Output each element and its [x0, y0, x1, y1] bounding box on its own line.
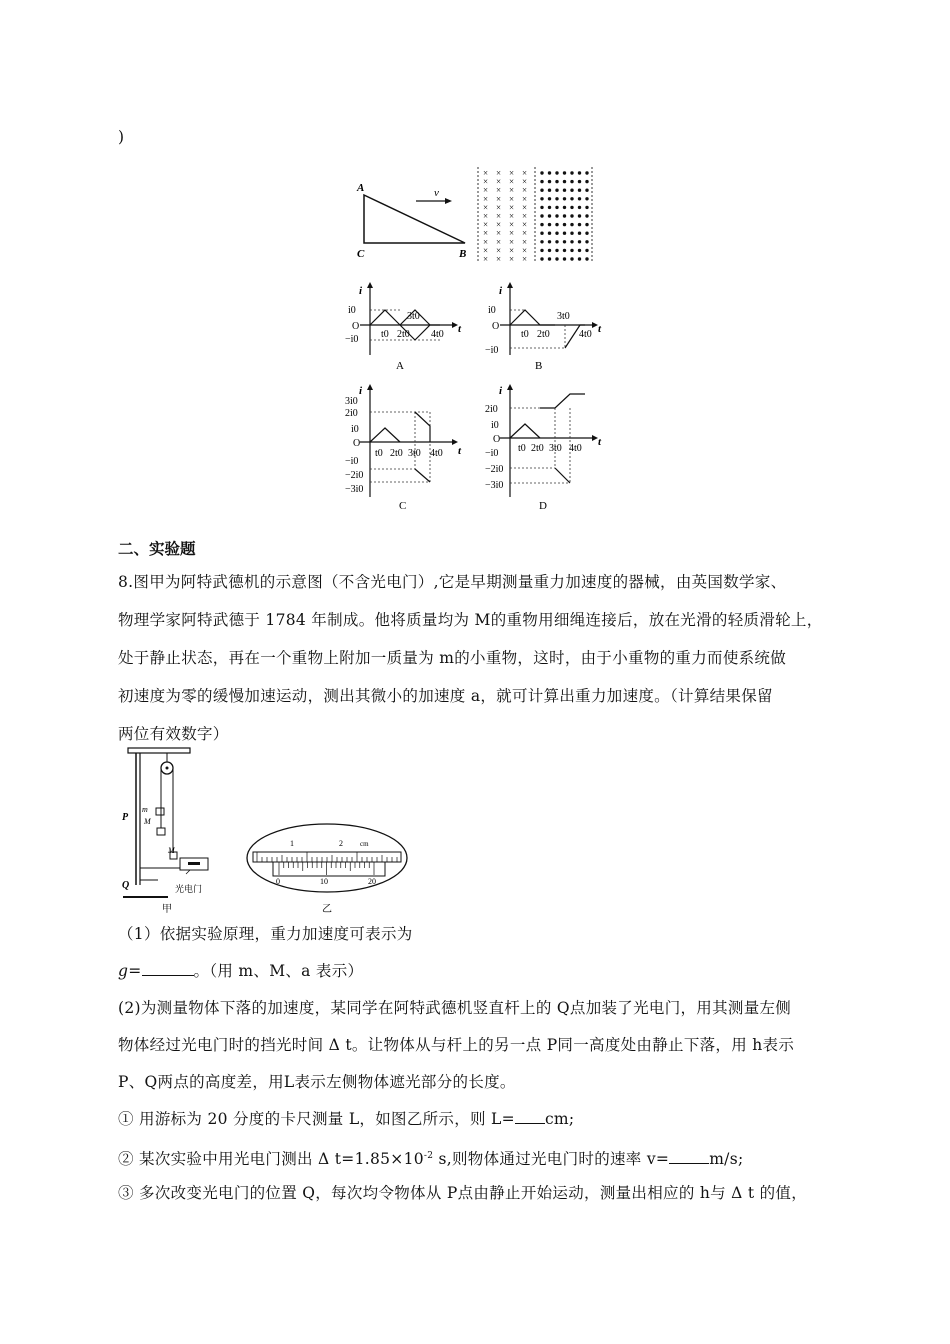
- dot-mark: [555, 240, 558, 243]
- graph-option-d: [485, 382, 615, 514]
- field-out-of-page-dots: [540, 171, 588, 260]
- svg-text:i: i: [359, 285, 363, 297]
- dot-mark: [585, 171, 588, 174]
- svg-text:M: M: [144, 817, 151, 826]
- cross-mark: ×: [483, 211, 489, 221]
- dot-mark: [548, 189, 551, 192]
- svg-text:−3i0: −3i0: [345, 484, 364, 495]
- vernier-scale-label: 20: [368, 877, 376, 886]
- cross-mark: ×: [496, 202, 502, 213]
- dot-mark: [570, 189, 573, 192]
- q8-line-5: 两位有效数字）: [118, 725, 229, 743]
- cross-mark: ×: [509, 228, 515, 239]
- cross-mark: ×: [483, 236, 489, 247]
- cross-mark: ×: [522, 254, 528, 264]
- svg-text:m: m: [142, 805, 148, 814]
- cross-mark: ×: [496, 254, 502, 264]
- dot-mark: [578, 223, 581, 226]
- dot-mark: [555, 180, 558, 183]
- svg-text:t0: t0: [375, 448, 383, 459]
- svg-text:−i0: −i0: [345, 456, 359, 467]
- cross-mark: ×: [483, 202, 489, 213]
- dot-mark: [555, 257, 558, 260]
- graph-option-b: [485, 280, 615, 375]
- svg-text:−2i0: −2i0: [345, 470, 364, 481]
- cross-mark: ×: [522, 202, 528, 213]
- dot-mark: [548, 180, 551, 183]
- dot-mark: [540, 240, 543, 243]
- triangle-field-figure: [350, 165, 600, 265]
- svg-text:2t0: 2t0: [397, 329, 410, 340]
- dot-mark: [585, 189, 588, 192]
- dot-mark: [540, 257, 543, 260]
- sub1-line-1: （1）依据实验原理，重力加速度可表示为: [118, 925, 413, 943]
- svg-text:O: O: [352, 321, 360, 332]
- sub1-line-2: g= 。（用 m、M、a 表示）: [118, 962, 364, 980]
- cross-mark: ×: [483, 193, 489, 204]
- dot-mark: [563, 171, 566, 174]
- option-letter: D: [539, 500, 547, 512]
- cross-mark: ×: [509, 211, 515, 221]
- svg-text:t0: t0: [381, 329, 389, 340]
- dot-mark: [563, 189, 566, 192]
- svg-text:i: i: [499, 385, 503, 397]
- dot-mark: [570, 206, 573, 209]
- dot-mark: [548, 232, 551, 235]
- dot-mark: [548, 257, 551, 260]
- main-scale-label: 2: [339, 839, 343, 848]
- svg-text:t0: t0: [521, 329, 529, 340]
- svg-text:Q: Q: [122, 880, 130, 891]
- item-1: ① 用游标为 20 分度的卡尺测量 L，如图乙所示，则 L= cm;: [118, 1110, 575, 1128]
- cross-mark: ×: [509, 193, 515, 204]
- dot-mark: [540, 214, 543, 217]
- answer-blank-g[interactable]: [142, 961, 194, 976]
- dot-mark: [555, 214, 558, 217]
- cross-mark: ×: [483, 176, 489, 187]
- cross-mark: ×: [496, 193, 502, 204]
- dot-mark: [570, 232, 573, 235]
- svg-text:4t0: 4t0: [569, 443, 582, 454]
- cross-mark: ×: [496, 236, 502, 247]
- cross-mark: ×: [522, 193, 528, 204]
- field-into-page-crosses: [483, 168, 527, 264]
- svg-text:i0: i0: [351, 424, 359, 435]
- cross-mark: ×: [483, 228, 489, 239]
- answer-blank-L[interactable]: [515, 1109, 545, 1124]
- main-scale-ticks: [257, 852, 397, 862]
- graph-option-a: [345, 280, 475, 375]
- svg-text:O: O: [492, 321, 500, 332]
- svg-text:t: t: [598, 323, 602, 335]
- dot-mark: [563, 180, 566, 183]
- item-2: ② 某次实验中用光电门测出 Δ $t=1.85\times 10^{-2}$ s,则物体通过光电门时的速率 v= m/s;: [118, 1150, 744, 1169]
- item-3: ③ 多次改变光电门的位置 Q，每次均令物体从 P点由静止开始运动，测量出相应的 h与 Δ t 的值，: [118, 1184, 808, 1202]
- vernier-scale-label: 10: [320, 877, 328, 886]
- svg-text:3t0: 3t0: [549, 443, 562, 454]
- dot-mark: [563, 223, 566, 226]
- svg-text:光电门: 光电门: [175, 884, 203, 894]
- cross-mark: ×: [496, 245, 502, 256]
- dot-mark: [570, 180, 573, 183]
- svg-text:2t0: 2t0: [390, 448, 403, 459]
- dot-mark: [548, 223, 551, 226]
- dot-mark: [563, 257, 566, 260]
- dot-mark: [540, 180, 543, 183]
- svg-text:i: i: [499, 285, 503, 297]
- cross-mark: ×: [483, 245, 489, 256]
- cross-mark: ×: [522, 168, 528, 178]
- dot-mark: [578, 171, 581, 174]
- dot-mark: [563, 249, 566, 252]
- cross-mark: ×: [522, 245, 528, 256]
- label-v: v: [434, 187, 439, 199]
- svg-text:−2i0: −2i0: [485, 464, 504, 475]
- sub2-line-2: 物体经过光电门时的挡光时间 Δ t。让物体从与杆上的另一点 P同一高度处由静止下落，用 h表示: [118, 1036, 795, 1054]
- cross-mark: ×: [509, 176, 515, 187]
- dot-mark: [585, 249, 588, 252]
- atwood-machine-figure: [118, 740, 228, 920]
- dot-mark: [548, 197, 551, 200]
- dot-mark: [585, 240, 588, 243]
- svg-text:i: i: [359, 385, 363, 397]
- svg-text:i0: i0: [491, 420, 499, 431]
- dot-mark: [555, 223, 558, 226]
- dot-mark: [570, 223, 573, 226]
- dot-mark: [570, 171, 573, 174]
- dot-mark: [578, 232, 581, 235]
- dot-mark: [585, 214, 588, 217]
- dot-mark: [540, 206, 543, 209]
- svg-text:2i0: 2i0: [345, 408, 358, 419]
- cross-mark: ×: [509, 185, 515, 196]
- vernier-caliper-figure: [243, 822, 411, 916]
- option-letter: C: [399, 500, 407, 512]
- dot-mark: [563, 214, 566, 217]
- cross-mark: ×: [509, 219, 515, 230]
- dot-mark: [570, 214, 573, 217]
- vernier-scale-ticks: [279, 862, 374, 875]
- q8-line-2: 物理学家阿特武德于 1784 年制成。他将质量均为 M的重物用细绳连接后，放在光滑的轻质滑轮上，: [118, 611, 823, 629]
- figure-caption: 乙: [322, 904, 332, 915]
- cross-mark: ×: [483, 219, 489, 230]
- dot-mark: [540, 197, 543, 200]
- dot-mark: [555, 206, 558, 209]
- cross-mark: ×: [509, 168, 515, 178]
- svg-text:2t0: 2t0: [537, 329, 550, 340]
- q8-line-3: 处于静止状态，再在一个重物上附加一质量为 m的小重物，这时，由于小重物的重力而使系统做: [118, 649, 787, 667]
- cross-mark: ×: [509, 236, 515, 247]
- svg-text:甲: 甲: [162, 904, 172, 915]
- cross-mark: ×: [522, 228, 528, 239]
- cross-mark: ×: [496, 211, 502, 221]
- cross-mark: ×: [522, 176, 528, 187]
- dot-mark: [540, 189, 543, 192]
- dot-mark: [563, 206, 566, 209]
- cross-mark: ×: [483, 185, 489, 196]
- svg-text:t: t: [458, 445, 462, 457]
- svg-text:P: P: [122, 812, 129, 823]
- svg-text:−i0: −i0: [485, 345, 499, 356]
- dot-mark: [540, 171, 543, 174]
- cross-mark: ×: [509, 245, 515, 256]
- dot-mark: [578, 180, 581, 183]
- graph-option-c: [345, 382, 475, 514]
- svg-text:4t0: 4t0: [431, 329, 444, 340]
- svg-text:t: t: [598, 436, 602, 448]
- section-title: 二、实验题: [118, 540, 196, 558]
- svg-text:t: t: [458, 323, 462, 335]
- stray-paren: ): [118, 128, 125, 146]
- option-letter: A: [396, 360, 404, 372]
- cross-mark: ×: [509, 202, 515, 213]
- cross-mark: ×: [483, 254, 489, 264]
- dot-mark: [578, 197, 581, 200]
- dot-mark: [585, 257, 588, 260]
- dot-mark: [585, 180, 588, 183]
- dot-mark: [563, 197, 566, 200]
- dot-mark: [578, 240, 581, 243]
- dot-mark: [585, 232, 588, 235]
- svg-text:3t0: 3t0: [408, 448, 421, 459]
- dot-mark: [585, 223, 588, 226]
- dot-mark: [585, 197, 588, 200]
- svg-text:i0: i0: [348, 305, 356, 316]
- dot-mark: [578, 214, 581, 217]
- svg-text:−i0: −i0: [485, 448, 499, 459]
- dot-mark: [570, 249, 573, 252]
- cross-mark: ×: [522, 185, 528, 196]
- svg-text:4t0: 4t0: [579, 329, 592, 340]
- sub2-line-3: P、Q两点的高度差，用L表示左侧物体遮光部分的长度。: [118, 1073, 516, 1091]
- cross-mark: ×: [483, 168, 489, 178]
- svg-text:2i0: 2i0: [485, 404, 498, 415]
- dot-mark: [570, 240, 573, 243]
- svg-text:−3i0: −3i0: [485, 480, 504, 491]
- dot-mark: [578, 189, 581, 192]
- main-scale-unit: cm: [360, 840, 369, 848]
- svg-text:2t0: 2t0: [531, 443, 544, 454]
- svg-text:3i0: 3i0: [345, 396, 358, 407]
- answer-blank-v[interactable]: [669, 1149, 709, 1164]
- label-A: A: [357, 182, 365, 194]
- cross-mark: ×: [496, 185, 502, 196]
- cross-mark: ×: [522, 236, 528, 247]
- dot-mark: [563, 240, 566, 243]
- dot-mark: [555, 249, 558, 252]
- dot-mark: [570, 257, 573, 260]
- dot-mark: [555, 197, 558, 200]
- svg-text:4t0: 4t0: [430, 448, 443, 459]
- sub2-line-1: (2)为测量物体下落的加速度，某同学在阿特武德机竖直杆上的 Q点加装了光电门，用其测量左侧: [118, 999, 792, 1017]
- dot-mark: [555, 232, 558, 235]
- main-scale-label: 1: [290, 839, 294, 848]
- cross-mark: ×: [522, 219, 528, 230]
- dot-mark: [563, 232, 566, 235]
- svg-text:i0: i0: [488, 305, 496, 316]
- svg-text:−i0: −i0: [345, 334, 359, 345]
- svg-text:O: O: [353, 438, 361, 449]
- cross-mark: ×: [496, 228, 502, 239]
- cross-mark: ×: [496, 168, 502, 178]
- vernier-scale-label: 0: [276, 877, 280, 886]
- option-letter: B: [535, 360, 543, 372]
- svg-text:O: O: [493, 434, 501, 445]
- dot-mark: [570, 197, 573, 200]
- svg-text:3t0: 3t0: [407, 311, 420, 322]
- dot-mark: [548, 214, 551, 217]
- q8-line-1: 8.图甲为阿特武德机的示意图（不含光电门）,它是早期测量重力加速度的器械，由英国数学家、: [118, 573, 787, 591]
- cross-mark: ×: [522, 211, 528, 221]
- dot-mark: [540, 223, 543, 226]
- dot-mark: [585, 206, 588, 209]
- svg-text:M: M: [168, 846, 175, 855]
- dot-mark: [555, 189, 558, 192]
- cross-mark: ×: [496, 219, 502, 230]
- dot-mark: [548, 171, 551, 174]
- dot-mark: [548, 206, 551, 209]
- svg-text:t0: t0: [518, 443, 526, 454]
- dot-mark: [578, 206, 581, 209]
- dot-mark: [540, 232, 543, 235]
- dot-mark: [578, 257, 581, 260]
- dot-mark: [540, 249, 543, 252]
- svg-text:3t0: 3t0: [557, 311, 570, 322]
- q8-line-4: 初速度为零的缓慢加速运动，测出其微小的加速度 a，就可计算出重力加速度。（计算结果保留: [118, 687, 773, 705]
- dot-mark: [548, 240, 551, 243]
- dot-mark: [548, 249, 551, 252]
- label-C: C: [357, 248, 365, 260]
- cross-mark: ×: [496, 176, 502, 187]
- dot-mark: [555, 171, 558, 174]
- cross-mark: ×: [509, 254, 515, 264]
- dot-mark: [578, 249, 581, 252]
- label-B: B: [459, 248, 467, 260]
